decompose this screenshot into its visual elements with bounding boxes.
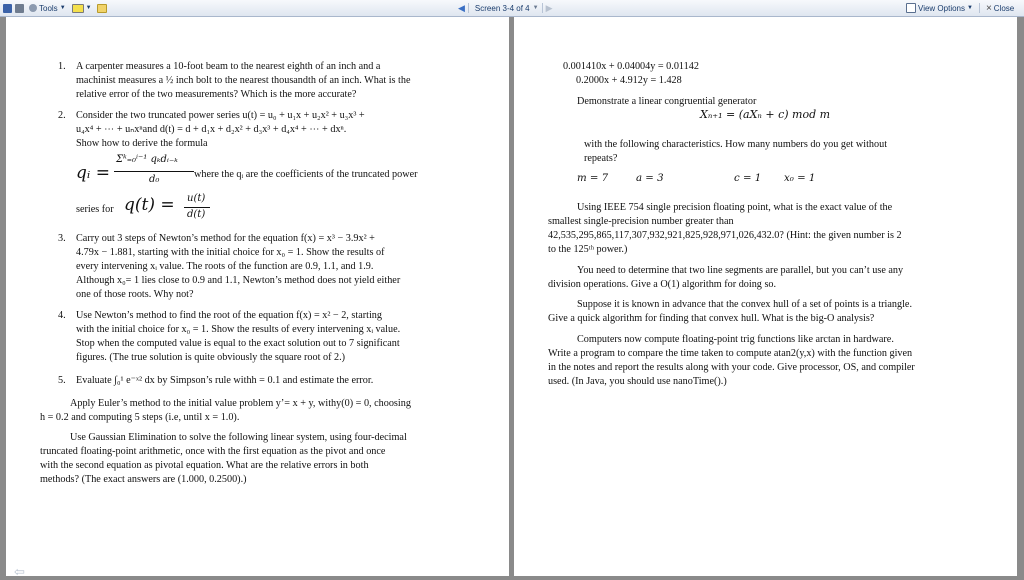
highlight-button[interactable] (70, 4, 94, 13)
param-m: m = 7 (577, 173, 609, 184)
q5-line-1: Evaluate ∫₀¹ e⁻ˣ² dx by Simpson’s rule withh = 0.1 and estimate the error. (76, 375, 374, 386)
chevron-down-icon: ▼ (85, 5, 92, 11)
ieee-line-2: smallest single-precision number greater than (548, 216, 734, 227)
q2-line-3: Show how to derive the formula (76, 138, 208, 149)
system-equation-1: 0.001410x + 0.04004y = 0.01142 (563, 61, 699, 72)
divider (542, 3, 543, 13)
q1-line-3: relative error of the two measurements? Which is the more accurate? (76, 89, 357, 100)
euler-line-2: h = 0.2 and computing 5 steps (i.e, until x = 1.0). (40, 412, 240, 423)
formula-dt: d(t) (187, 209, 206, 220)
ieee-line-3: 42,535,295,865,117,307,932,921,825,928,971,026,432.0? (Hint: the given number is 2 (548, 230, 902, 241)
lcg-line-3: repeats? (584, 153, 618, 164)
trig-line-1: Computers now compute floating-point trig functions like arctan in hardware. (577, 334, 894, 345)
param-x0: x₀ = 1 (784, 173, 816, 184)
q3-number: 3. (58, 233, 66, 244)
formula-qt: q(t) = (124, 195, 175, 215)
q4-number: 4. (58, 310, 66, 321)
view-options-icon (906, 3, 916, 13)
toolbar-right-group (904, 2, 1016, 14)
formula-denominator: d₀ (149, 174, 160, 185)
save-icon[interactable] (3, 4, 12, 13)
close-button[interactable] (984, 3, 1016, 14)
close-icon: × (985, 2, 992, 14)
lcg-line-1: Demonstrate a linear congruential generator (577, 96, 757, 107)
fraction-bar (114, 171, 194, 172)
q3-line-3: every intervening xᵢ value. The roots of the function are 0.9, 1.1, and 1.9. (76, 261, 374, 272)
view-options-label: View Options (918, 3, 965, 13)
view-options-button[interactable] (904, 3, 975, 13)
chevron-down-icon: ▼ (59, 5, 66, 11)
right-page (514, 17, 1017, 576)
gauss-line-1: Use Gaussian Elimination to solve the following linear system, using four-decimal (70, 432, 407, 443)
left-page (6, 17, 509, 580)
system-equation-2: 0.2000x + 4.912y = 1.428 (576, 75, 682, 86)
hull-line-1: Suppose it is known in advance that the convex hull of a set of points is a triangle. (577, 299, 912, 310)
print-icon[interactable] (15, 4, 24, 13)
hull-line-2: Give a quick algorithm for finding that convex hull. What is the big-O analysis? (548, 313, 875, 324)
q4-line-3: Stop when the computed value is equal to the exact solution out to 7 significant (76, 338, 400, 349)
chevron-down-icon[interactable]: ▼ (532, 5, 539, 11)
q3-line-5: one of those roots. Why not? (76, 289, 194, 300)
formula-qi-lhs: qᵢ = (76, 163, 110, 183)
q1-line-2: machinist measures a ½ inch bolt to the nearest thousandth of an inch. What is the (76, 75, 411, 86)
divider (979, 3, 980, 13)
q3-line-4: Although x₀= 1 lies close to 0.9 and 1.1, Newton’s method does not yield either (76, 275, 401, 286)
highlighter-icon (72, 4, 84, 13)
screen-navigator (458, 2, 553, 14)
q1-line-1: A carpenter measures a 10-foot beam to the nearest eighth of an inch and a (76, 61, 381, 72)
gauss-line-4: methods? (The exact answers are (1.000, 0.2500).) (40, 474, 247, 485)
lcg-formula: Xₙ₊₁ = (aXₙ + c) mod m (700, 108, 831, 121)
previous-screen-icon[interactable]: ◀ (458, 2, 465, 13)
q2-where: where the qᵢ are the coefficients of the truncated power (194, 169, 418, 180)
reading-toolbar (0, 0, 1024, 17)
trig-line-2: Write a program to compare the time taken to compute atan2(y,x) with the function given (548, 348, 913, 359)
next-screen-icon[interactable]: ▶ (545, 2, 553, 13)
q4-line-4: figures. (The true solution is quite obviously the square root of 2.) (76, 352, 346, 363)
tools-button[interactable] (27, 4, 68, 13)
formula-ut: u(t) (187, 193, 206, 204)
euler-line-1: Apply Euler’s method to the initial value problem y’= x + y, withy(0) = 0, choosing (70, 398, 411, 409)
gauss-line-2: truncated floating-point arithmetic, once with the first equation as the pivot and once (40, 446, 386, 457)
q2-number: 2. (58, 110, 66, 121)
q3-line-2: 4.79x − 1.881, starting with the initial choice for x₀ = 1. Show the results of (76, 247, 385, 258)
parallel-line-2: division operations. Give a O(1) algorithm for doing so. (548, 279, 777, 290)
ieee-line-1: Using IEEE 754 single precision floating point, what is the exact value of the (577, 202, 893, 213)
param-a: a = 3 (636, 173, 664, 184)
trig-line-4: used. (In Java, you should use nanoTime().) (548, 376, 727, 387)
chevron-down-icon: ▼ (967, 5, 973, 11)
comment-icon[interactable] (97, 4, 107, 13)
parallel-line-1: You need to determine that two line segments are parallel, but you can’t use any (577, 265, 904, 276)
q2-line-1: Consider the two truncated power series u(t) = u₀ + u₁x + u₂x² + u₃x³ + (76, 110, 365, 121)
q2-series-for: series for (76, 204, 114, 215)
trig-line-3: in the notes and report the results along with your code. Give processor, OS, and compiler (548, 362, 915, 373)
tools-icon (29, 4, 37, 12)
param-c: c = 1 (734, 173, 762, 184)
q4-line-2: with the initial choice for x₀ = 1. Show the results of every intervening xᵢ value. (76, 324, 401, 335)
q5-number: 5. (58, 375, 66, 386)
q4-line-1: Use Newton’s method to find the root of the equation f(x) = x² − 2, starting (76, 310, 382, 321)
divider (468, 3, 469, 13)
q1-number: 1. (58, 61, 66, 72)
back-arrow-icon[interactable]: ⇦ (14, 565, 25, 580)
toolbar-left-group (3, 2, 107, 14)
lcg-line-2: with the following characteristics. How many numbers do you get without (584, 139, 888, 150)
q3-line-1: Carry out 3 steps of Newton’s method for the equation f(x) = x³ − 3.9x² + (76, 233, 375, 244)
q2-line-2: u₄x⁴ + ⋯ + uₙxⁿand d(t) = d + d₁x + d₂x² + d₃x³ + d₄x⁴ + ⋯ + dxⁿ. (76, 124, 347, 135)
gauss-line-3: with the second equation as pivotal equation. What are the relative errors in both (40, 460, 369, 471)
formula-numerator: Σᵏ₌₀ⁱ⁻¹ qₖdᵢ₋ₖ (116, 154, 178, 165)
ieee-line-4: to the 125ᵗʰ power.) (548, 244, 628, 255)
screen-indicator[interactable]: Screen 3-4 of 4 (474, 3, 530, 13)
close-label: Close (993, 3, 1015, 13)
tools-label: Tools (39, 3, 58, 13)
